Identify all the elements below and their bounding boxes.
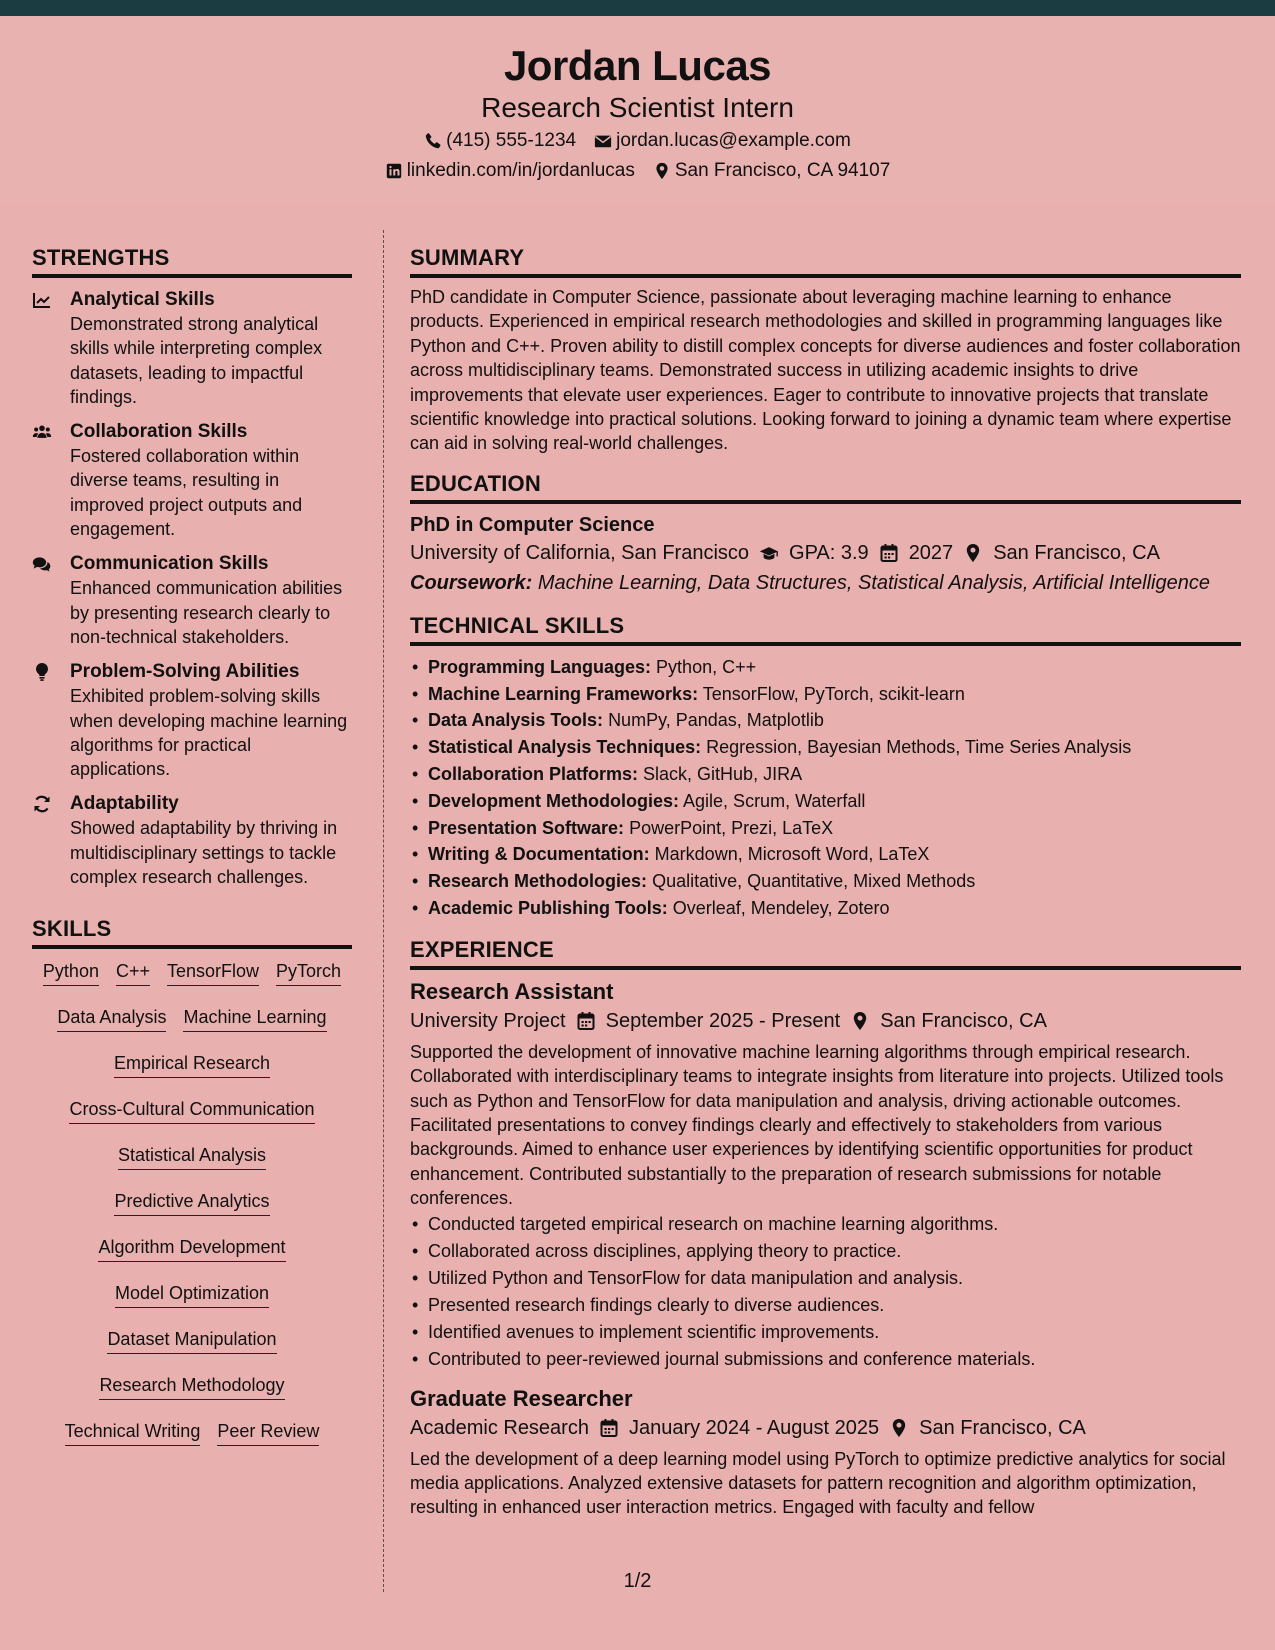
coursework [410,568,1241,598]
job-dates: January 2024 - August 2025 [628,1416,880,1439]
technical-skills-list [410,654,1241,922]
skill-chip: Research Methodology [99,1373,284,1400]
education-location: San Francisco, CA [993,541,1160,564]
list-item [410,654,1241,681]
skill-chip: Algorithm Development [98,1235,285,1262]
coursework-list: Machine Learning, Data Structures, Statistical Analysis, Artificial Intelligence [537,571,1210,594]
skill-chip: Predictive Analytics [114,1189,269,1216]
lightbulb-icon [32,662,52,682]
skill-chip: TensorFlow [167,959,259,986]
strength-title: Adaptability [70,793,179,815]
skill-values: Agile, Scrum, Waterfall [683,790,866,811]
strength-item [32,660,352,781]
list-item [410,868,1241,895]
map-marker-icon [653,162,671,180]
skills-heading: SKILLS [32,915,352,949]
skill-values: Overleaf, Mendeley, Zotero [672,898,890,919]
skill-chip: PyTorch [276,959,341,986]
list-item [410,788,1241,815]
education-section [410,470,1241,598]
skill-values: Slack, GitHub, JIRA [643,764,803,785]
email-contact[interactable] [594,126,851,156]
job-description: Supported the development of innovative machine learning algorithms through empirical research. Collaborated with interdisciplinary teams to integrate insights from literature into projects. Utilized tools such as Python and TensorFlow for data manipulation and analysis, driving actionable outcomes. Facilitated presentations to convey findings clearly and effectively to stakeholders from various backgrounds. Aimed to enhance user experiences by identifying scientific opportunities for product enhancement. Contributed substantially to the preparation of research submissions for notable conferences. [410,1041,1224,1209]
skill-values: Qualitative, Quantitative, Mixed Methods [652,871,976,892]
strength-title: Problem-Solving Abilities [70,661,300,683]
education-heading: EDUCATION [410,470,1241,504]
skill-category: Data Analysis Tools: [428,710,604,731]
skill-chip: Statistical Analysis [118,1143,266,1170]
map-marker-icon [850,1011,870,1031]
skill-values: NumPy, Pandas, Matplotlib [608,710,824,731]
job-description: Led the development of a deep learning model using PyTorch to optimize predictive analytics for social media applications. Analyzed extensive datasets for pattern recognition and algorithm optimization, resulting in enhanced user interaction metrics. Engaged with faculty and fellow [410,1448,1226,1518]
skill-category: Programming Languages: [428,656,652,677]
calendar-icon [576,1011,596,1031]
skill-chip: Python [43,959,99,986]
skill-values: Python, C++ [656,656,757,677]
job-title: Graduate Researcher [410,1385,633,1411]
linkedin-contact[interactable] [385,156,635,186]
linkedin-text: linkedin.com/in/jordanlucas [406,160,635,181]
skill-chip: Machine Learning [183,1005,326,1032]
phone-text: (415) 555-1234 [446,130,577,151]
skill-values: Regression, Bayesian Methods, Time Series Analysis [706,737,1132,758]
strength-description: Fostered collaboration within diverse teams, resulting in improved project outputs and engagement. [70,446,303,540]
map-marker-icon [963,543,983,563]
contact-row-2 [0,156,1275,186]
technical-skills-section [410,612,1241,922]
job-meta [410,1006,1241,1036]
list-item [410,815,1241,842]
skill-values: Markdown, Microsoft Word, LaTeX [654,844,930,865]
strength-item [32,792,352,889]
location-text: San Francisco, CA 94107 [674,160,891,181]
skill-category: Writing & Documentation: [428,844,650,865]
strength-description: Exhibited problem-solving skills when developing machine learning algorithms for practical applications. [70,686,348,780]
calendar-icon [599,1418,619,1438]
page-number: 1/2 [623,1570,652,1592]
skill-chip: Model Optimization [115,1281,269,1308]
skill-chip: Data Analysis [57,1005,166,1032]
skill-category: Collaboration Platforms: [428,764,639,785]
list-item [410,761,1241,788]
job-title: Research Assistant [410,978,614,1004]
summary-text: PhD candidate in Computer Science, passionate about leveraging machine learning to enhance products. Experienced in empirical research methodologies and skilled in programming languages like Python and C++. Proven ability to distill complex concepts for diverse audiences and foster collaboration across multidisciplinary teams. Demonstrated success in utilizing academic insights to drive improvements that elevate user experiences. Eager to contribute to innovative projects that translate scientific knowledge into practical solutions. Looking forward to joining a dynamic team where expertise can aid in solving real-world challenges. [410,287,1241,454]
skill-values: TensorFlow, PyTorch, scikit-learn [702,683,965,704]
email-text: jordan.lucas@example.com [616,130,851,151]
skills-chips [32,959,352,1465]
map-marker-icon [889,1418,909,1438]
job-org: Academic Research [410,1416,589,1439]
sync-icon [32,794,52,814]
list-item: • Presented research findings clearly to diverse audiences. [410,1292,1241,1319]
job-location: San Francisco, CA [880,1009,1047,1032]
skill-category: Academic Publishing Tools: [428,898,668,919]
skill-chip: Technical Writing [65,1419,201,1446]
graduation-cap-icon [759,543,779,563]
strength-description: Demonstrated strong analytical skills while interpreting complex datasets, leading to impactful findings. [70,314,323,407]
strength-item [32,288,352,409]
skill-category: Machine Learning Frameworks: [428,683,699,704]
job-location: San Francisco, CA [919,1416,1086,1439]
job-meta [410,1413,1241,1443]
contact-row-1 [0,126,1275,156]
strength-title: Analytical Skills [70,289,215,310]
linkedin-icon [385,162,403,180]
skill-category: Research Methodologies: [428,871,648,892]
list-item: • Contributed to peer-reviewed journal submissions and conference materials. [410,1346,1241,1373]
strengths-heading: STRENGTHS [32,244,352,278]
strength-description: Showed adaptability by thriving in multidisciplinary settings to tackle complex research challenges. [70,818,338,888]
list-item [410,895,1241,922]
calendar-icon [879,543,899,563]
envelope-icon [594,132,612,150]
skill-chip: Peer Review [217,1419,319,1446]
list-item [410,841,1241,868]
skill-chip: Empirical Research [114,1051,270,1078]
phone-contact[interactable] [424,126,576,156]
graduation-year: 2027 [908,541,954,564]
candidate-name: Jordan Lucas [503,42,772,89]
strength-title: Collaboration Skills [70,421,248,443]
job-dates: September 2025 - Present [605,1009,841,1032]
list-item [410,681,1241,708]
list-item [410,707,1241,734]
skill-category: Development Methodologies: [428,790,680,811]
gpa: GPA: 3.9 [789,541,869,564]
strength-description: Enhanced communication abilities by presenting research clearly to non-technical stakeholders. [70,578,343,647]
skill-chip: Dataset Manipulation [107,1327,276,1354]
skill-category: Statistical Analysis Techniques: [428,737,702,758]
skill-chip: C++ [116,959,150,986]
strength-item [32,420,352,541]
school-name: University of California, San Francisco [410,541,750,564]
technical-skills-heading: TECHNICAL SKILLS [410,612,1241,646]
summary-heading: SUMMARY [410,244,1241,278]
strengths-list [32,288,352,889]
location-contact [653,156,890,186]
comments-icon [32,554,52,574]
resume-header [0,16,1275,204]
job-bullets [410,1211,1241,1373]
left-column [32,244,352,1465]
skill-category: Presentation Software: [428,817,625,838]
users-icon [32,422,52,442]
skill-values: PowerPoint, Prezi, LaTeX [629,817,834,838]
list-item: • Identified avenues to implement scientific improvements. [410,1319,1241,1346]
chart-line-icon [32,290,52,310]
strength-title: Communication Skills [70,553,269,575]
phone-icon [424,132,442,150]
list-item: • Collaborated across disciplines, applying theory to practice. [410,1238,1241,1265]
job-org: University Project [410,1009,566,1032]
list-item: • Conducted targeted empirical research on machine learning algorithms. [410,1211,1241,1238]
list-item: • Utilized Python and TensorFlow for data manipulation and analysis. [410,1265,1241,1292]
degree: PhD in Computer Science [410,513,655,536]
strength-item [32,552,352,649]
skill-chip: Cross-Cultural Communication [69,1097,314,1124]
coursework-label: Coursework: [410,571,533,594]
experience-section [410,936,1241,1520]
column-divider [383,230,384,1592]
top-accent-bar [0,0,1275,16]
experience-heading: EXPERIENCE [410,936,1241,970]
candidate-title: Research Scientist Intern [481,92,794,123]
job-entry [410,1385,1241,1520]
right-column [410,244,1241,1520]
education-meta [410,538,1241,568]
list-item [410,734,1241,761]
job-entry [410,978,1241,1373]
